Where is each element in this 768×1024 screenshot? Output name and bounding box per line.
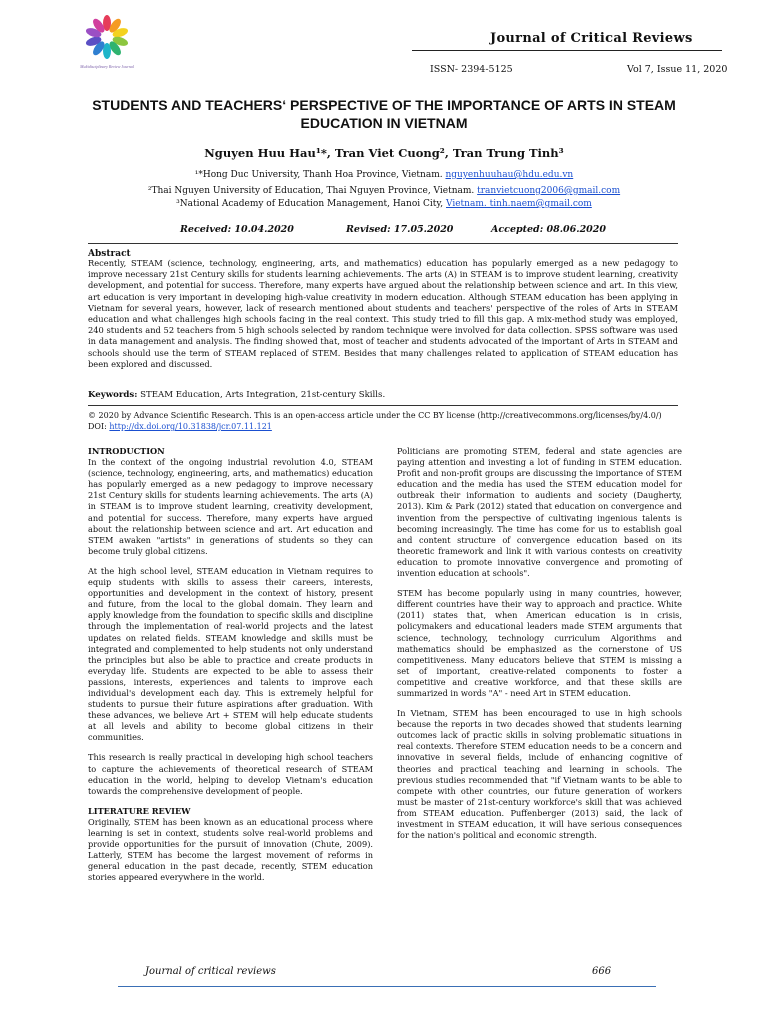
paragraph: This research is really practical in developing high school teachers to capture the achievements of theoretical research of STEAM education in the world, helping to develop Vietnam's education towards the comprehensive development of people. — [88, 752, 373, 796]
divider — [88, 243, 678, 244]
paragraph: In the context of the ongoing industrial revolution 4.0, STEAM (science, technology, engineering, arts, and mathematics) education has popularly emerged as a new pedagogy to improve necessary 21st Century skills for students learning achievements. The arts (A) in STEAM is to improve student learning, creativity development, and potential for success. Therefore, many experts have argued about the relationship between science and art. Art education and STEM awaken "artists" in generations of students so they can become truly global citizens. — [88, 457, 373, 556]
paragraph: Politicians are promoting STEM, federal and state agencies are paying attention and investing a lot of funding in STEM education. Profit and non-profit groups are discussing the importance of STEM education and the media has used the STEM education model for outbreak their information to audients and society (Daugherty, 2013). Kim & Park (2012) stated that education on convergence and invention from the perspective of cultivating ingenious talents is becoming increasingly. The time has come for us to establish goal and content structure of convergence education based on its theoretic framework and link it with various contests on creativity education to promote innovative convergence and promoting of invention education at schools". — [397, 446, 682, 579]
paragraph: Originally, STEM has been known as an educational process where learning is set in context, students solve real-world problems and provide opportunities for the pursuit of innovation (Chute, 2009). Latterly, STEM has become the largest movement of reforms in general education in the past decade, recently, STEM education stories appeared everywhere in the world. — [88, 816, 373, 883]
keywords — [88, 390, 385, 400]
abstract-text: Recently, STEAM (science, technology, engineering, arts, and mathematics) education has popularly emerged as a new pedagogy to improve necessary 21st Century skills for students learning achievements. The arts (A) in STEAM is to improve student learning, creativity development, and potential for success. Therefore, many experts have argued about the relationship between science and art. In this view, art education is very important in developing high-value creativity in modern education. Although STEAM education has been applying in Vietnam for several years, however, lack of research mentioned about students and teachers' perspective of the roles of Arts in STEAM education and what challenges high schools facing in the real context. This study tried to fill this gap. A mix-method study was employed, 240 students and 52 teachers from 5 high schools selected by random technique were involved for data collection. SPSS software was used in data management and analysis. The finding showed that, most of teacher and students advocated of the important of Arts in STEAM and schools should use the term of STEAM replaced of STEM. Besides that many challenges related to application of STEAM education has been explored and discussed. — [88, 258, 678, 369]
section-heading-literature-review: LITERATURE REVIEW — [88, 805, 191, 816]
journal-name: Journal of Critical Reviews — [490, 31, 693, 46]
volume-issue: Vol 7, Issue 11, 2020 — [627, 64, 728, 75]
doi-line — [88, 421, 688, 432]
paragraph: In Vietnam, STEM has been encouraged to use in high schools because the reports in two decades showed that students learning outcomes lack of practic skills in solving problematic situations in real contexts. Therefore STEM education needs to be a concern and innovative in several fields, include of enhancing cognitive of theories and practical teaching and learning in schools. The previous studies recommended that "if Vietnam wants to be able to compete with other countries, our future generation of workers must be master of 21st-century workforce's skill that was achieved from STEAM education. Puffenberger (2013) said, the lack of investment in STEAM education, it will have serious consequences for the nation's political and economic strength. — [397, 708, 682, 841]
paragraph: At the high school level, STEAM education in Vietnam requires to equip students with skills to assess their careers, interests, opportunities and development in the context of history, present and future, from the local to the global domain. They learn and apply knowledge from the foundation to specific skills and discipline through the implementation of real-world projects and the latest updates on related fields. STEAM knowledge and skills must be integrated and complemented to help students not only understand the principles but also be able to practice and create products in everyday life. Students are expected to be able to assess their passions, interests, experiences and talents to improve each individual's development each day. This is extremely helpful for students to pursue their future aspirations after graduation. With these advances, we believe Art + STEM will help educate students at all levels and ability to become global citizens in their communities. — [88, 565, 374, 743]
header-rule — [412, 50, 722, 51]
section-heading-introduction: INTRODUCTION — [88, 446, 165, 456]
affiliation-2 — [60, 186, 708, 196]
right-column — [397, 446, 682, 850]
divider — [88, 405, 678, 406]
affiliation-text: ¹*Hong Duc University, Thanh Hoa Province, Vietnam. — [194, 170, 446, 180]
affiliation-text: ²Thai Nguyen University of Education, Thai Nguyen Province, Vietnam. — [147, 186, 478, 196]
keywords-label: Keywords: — [88, 390, 138, 400]
logo-caption: Multidisciplinary Review Journal — [80, 64, 134, 69]
abstract-heading: Abstract — [88, 249, 131, 259]
paragraph: STEM has become popularly using in many countries, however, different countries have their way to approach and practice. White (2011) states that, when American education is in crisis, policymakers and educational leaders made STEM arguments that science, technology, technology curriculum Algorithms and mathematics should be emphasized as the cornerstone of US competitiveness. Many educators believe that STEM is missing a set of important, creative-related components to foster a competitive and creative workforce, and that these skills are summarized in words "A" - need Art in STEM education. — [397, 588, 682, 698]
doi-label: DOI: — [88, 422, 110, 431]
author-email-link[interactable]: nguyenhuuhau@hdu.edu.vn — [445, 170, 574, 180]
doi-link[interactable]: http://dx.doi.org/10.31838/jcr.07.11.121 — [109, 422, 272, 431]
affiliation-1 — [60, 170, 708, 180]
authors: Nguyen Huu Hau¹*, Tran Viet Cuong², Tran Trung Tinh³ — [204, 146, 564, 160]
affiliation-text: ³National Academy of Education Management, Hanoi City, — [176, 199, 446, 209]
page-number: 666 — [592, 966, 612, 977]
copyright-text: © 2020 by Advance Scientific Research. This is an open-access article under the CC BY license (http://creativecommons.org/licenses/by/4.0/) — [88, 411, 662, 420]
author-email-link[interactable]: tranvietcuong2006@gmail.com — [477, 186, 621, 196]
keywords-text: STEAM Education, Arts Integration, 21st-century Skills. — [137, 390, 386, 400]
accepted-date: Accepted: 08.06.2020 — [491, 224, 607, 235]
paper-title: STUDENTS AND TEACHERS‘ PERSPECTIVE OF THE IMPORTANCE OF ARTS IN STEAM EDUCATION IN VIETNAM — [92, 97, 676, 131]
revised-date: Revised: 17.05.2020 — [346, 224, 454, 235]
affiliation-3 — [60, 199, 708, 209]
received-date: Received: 10.04.2020 — [180, 224, 294, 235]
issn: ISSN- 2394-5125 — [430, 64, 513, 75]
left-column — [88, 446, 373, 892]
copyright-notice — [88, 410, 688, 432]
footer-rule — [118, 986, 656, 987]
author-email-link[interactable]: Vietnam. tinh.naem@gmail.com — [446, 199, 592, 209]
footer-journal: Journal of critical reviews — [145, 966, 276, 977]
